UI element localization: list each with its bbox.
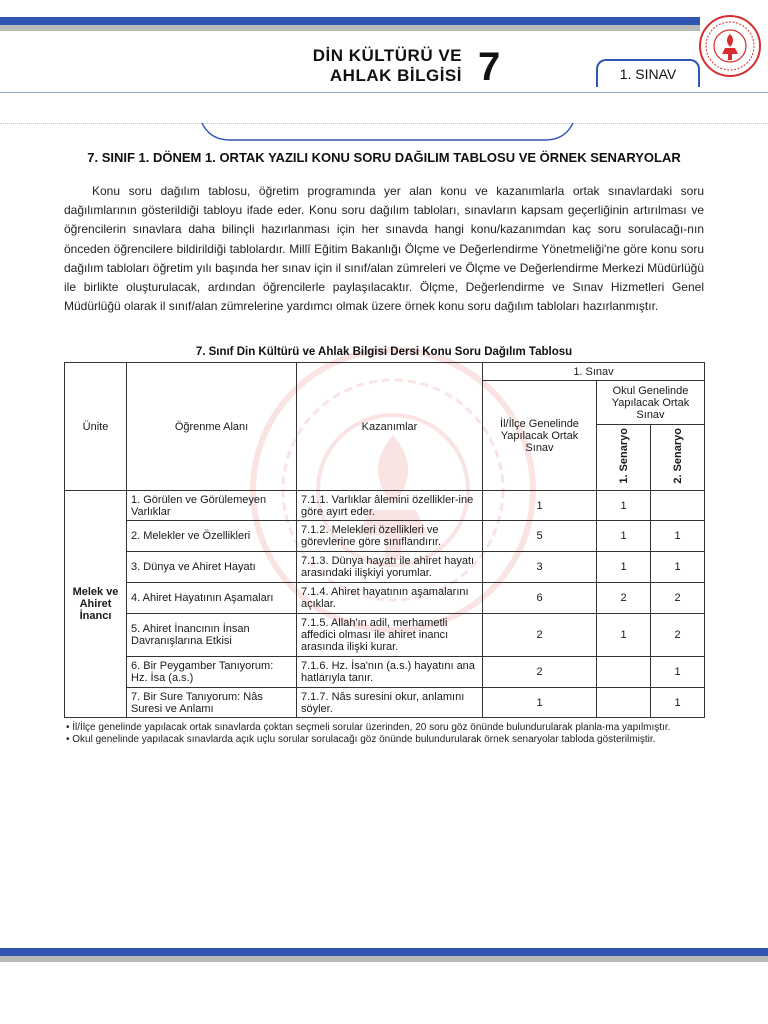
scenario-2-cell: 1 <box>651 688 705 718</box>
header-scenario-2-label: 2. Senaryo <box>671 428 684 484</box>
outcome-cell: 7.1.1. Varlıklar âlemini özellikler-ine göre ayırt eder. <box>297 491 483 521</box>
scenario-2-cell: 1 <box>651 552 705 583</box>
header-exam: 1. Sınav <box>483 363 705 381</box>
learning-area-cell: 5. Ahiret İnancının İnsan Davranışlarına Etkisi <box>127 614 297 657</box>
learning-area-cell: 3. Dünya ve Ahiret Hayatı <box>127 552 297 583</box>
outcome-cell: 7.1.7. Nâs suresini okur, anlamını söyler. <box>297 688 483 718</box>
table-row <box>65 552 705 583</box>
scenario-2-cell: 1 <box>651 521 705 552</box>
outcome-cell: 7.1.2. Melekleri özellikleri ve görevlerine göre sınıflandırır. <box>297 521 483 552</box>
scenario-2-cell <box>651 491 705 521</box>
outcome-cell: 7.1.4. Ahiret hayatının aşamalarını açıklar. <box>297 583 483 614</box>
header-learning-area: Öğrenme Alanı <box>127 363 297 491</box>
footer-stripe-gray <box>0 956 768 962</box>
meb-seal-logo-icon <box>698 14 762 78</box>
header-stripe-gray <box>0 25 700 31</box>
distribution-table <box>64 362 705 718</box>
scenario-2-cell: 2 <box>651 583 705 614</box>
header-scenario-1 <box>597 425 651 491</box>
learning-area-cell: 7. Bir Sure Tanıyorum: Nâs Suresi ve Anlamı <box>127 688 297 718</box>
header-school: Okul Genelinde Yapılacak Ortak Sınav <box>597 381 705 425</box>
intro-paragraph: Konu soru dağılım tablosu, öğretim programında yer alan konu ve kazanımlarla ortak sınavlardaki soru dağılımlarının gösterildiği tabloyu ifade eder. Konu soru dağılım tabloları, sınavların kapsam geçerliğinin artırılması ve öğrencilerin sınavlara daha bilinçli hazırlanması için her sınavda hangi konu/kazanımdan kaç soru sorulacağı-nın önceden öğrencilere bildirildiği tablolardır. Millî Eğitim Bakanlığı Ölçme ve Değerlendirme Yönetmeliği'ne göre konu soru dağılım tabloları öğretim yılı başında her sınav için il sınıf/alan zümreleri ve Ölçme ve Değerlendirme Merkezi Müdürlüğü ile birlikte oluşturulacak, ardından öğrencilerle paylaşılacaktır. Ölçme, Değerlendirme ve Sınav Hizmetleri Genel Müdürlüğü olarak il sınıf/alan zümrelerine yardımcı olmak üzere örnek konu soru dağılım tabloları hazırlanmıştır. <box>64 184 704 314</box>
scenario-1-cell: 2 <box>597 583 651 614</box>
table-caption: 7. Sınıf Din Kültürü ve Ahlak Bilgisi Dersi Konu Soru Dağılım Tablosu <box>195 346 573 358</box>
scenario-1-cell: 1 <box>597 491 651 521</box>
header-outcomes: Kazanımlar <box>297 363 483 491</box>
grade-number: 7 <box>478 45 501 89</box>
learning-area-cell: 1. Görülen ve Görülemeyen Varlıklar <box>127 491 297 521</box>
provincial-count-cell: 1 <box>483 491 597 521</box>
scenario-1-cell: 1 <box>597 614 651 657</box>
note-item: • İl/İlçe genelinde yapılacak ortak sınavlarda çoktan seçmeli sorular üzerinden, 20 soru göz önünde bulundurularak planla-ma yapılmıştır. <box>66 722 671 733</box>
subject-title <box>270 46 462 86</box>
scenario-2-cell: 2 <box>651 614 705 657</box>
scenario-1-cell <box>597 657 651 688</box>
provincial-count-cell: 3 <box>483 552 597 583</box>
header-scenario-1-label: 1. Senaryo <box>617 428 630 484</box>
outcome-cell: 7.1.6. Hz. İsa'nın (a.s.) hayatını ana hatlarıyla tanır. <box>297 657 483 688</box>
scenario-1-cell <box>597 688 651 718</box>
table-row <box>65 688 705 718</box>
header-unit: Ünite <box>65 363 127 491</box>
provincial-count-cell: 1 <box>483 688 597 718</box>
table-notes <box>66 722 706 746</box>
subject-title-line1: DİN KÜLTÜRÜ VE <box>312 46 462 65</box>
header-divider <box>0 92 768 93</box>
header-provincial: İl/İlçe Genelinde Yapılacak Ortak Sınav <box>483 381 597 491</box>
subject-title-line2: AHLAK BİLGİSİ <box>329 66 462 85</box>
provincial-count-cell: 5 <box>483 521 597 552</box>
table-row <box>65 657 705 688</box>
table-row <box>65 521 705 552</box>
table-row <box>65 583 705 614</box>
learning-area-cell: 4. Ahiret Hayatının Aşamaları <box>127 583 297 614</box>
note-item: • Okul genelinde yapılacak sınavlarda açık uçlu sorular sorulacağı göz önünde bulundurularak örnek senaryolar tabloda gösterilmiştir. <box>66 734 656 745</box>
header-scenario-2 <box>651 425 705 491</box>
scenario-1-cell: 1 <box>597 552 651 583</box>
provincial-count-cell: 2 <box>483 657 597 688</box>
document-title: 7. SINIF 1. DÖNEM 1. ORTAK YAZILI KONU SORU DAĞILIM TABLOSU VE ÖRNEK SENARYOLAR <box>87 150 681 165</box>
header-stripe-blue <box>0 17 700 25</box>
learning-area-cell: 2. Melekler ve Özellikleri <box>127 521 297 552</box>
provincial-count-cell: 6 <box>483 583 597 614</box>
header-curve-decoration <box>200 122 575 142</box>
scenario-2-cell: 1 <box>651 657 705 688</box>
scenario-1-cell: 1 <box>597 521 651 552</box>
footer-stripe-blue <box>0 948 768 956</box>
outcome-cell: 7.1.3. Dünya hayatı ile ahiret hayatı arasındaki ilişkiyi yorumlar. <box>297 552 483 583</box>
table-row <box>65 614 705 657</box>
exam-tab-label: 1. SINAV <box>619 66 677 82</box>
provincial-count-cell: 2 <box>483 614 597 657</box>
unit-cell: Melek ve Ahiret İnancı <box>65 491 127 718</box>
table-row <box>65 491 705 521</box>
learning-area-cell: 6. Bir Peygamber Tanıyorum: Hz. İsa (a.s.) <box>127 657 297 688</box>
outcome-cell: 7.1.5. Allah'ın adil, merhametli affedici olması ile ahiret inancı arasında ilişki kurar. <box>297 614 483 657</box>
